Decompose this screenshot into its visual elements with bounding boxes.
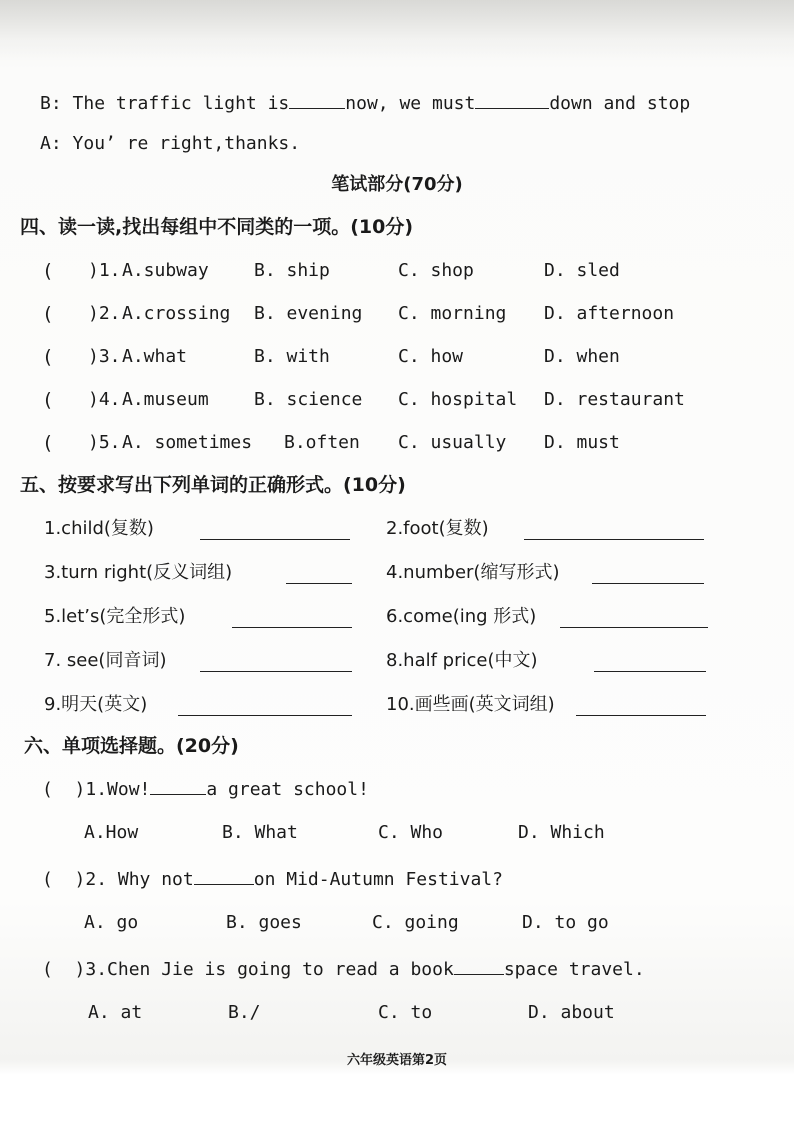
s5-row-3 — [0, 604, 794, 632]
answer-paren[interactable]: ( — [42, 346, 54, 368]
page-footer: 六年级英语第2页 — [346, 1053, 448, 1068]
s6-question-2-options — [0, 910, 794, 936]
option-d: D. about — [528, 1002, 615, 1023]
option-b: B. goes — [226, 912, 302, 933]
stem-part2: a great school! — [206, 779, 369, 800]
option-a: A.crossing — [122, 303, 231, 324]
s6-question-1-options — [0, 820, 794, 846]
written-part-title: 笔试部分(70分) — [331, 174, 463, 195]
s5-row-5 — [0, 692, 794, 720]
answer-line[interactable] — [594, 671, 706, 672]
option-d: D. to go — [522, 912, 609, 933]
question-number: )1. — [88, 260, 121, 281]
option-a: A. go — [84, 912, 139, 933]
option-c: C. usually — [398, 432, 507, 453]
s4-question-1 — [0, 258, 794, 284]
word-item: 3.turn right(反义词组) — [44, 562, 233, 583]
section5-title: 五、按要求写出下列单词的正确形式。(10分) — [20, 474, 406, 496]
option-d: D. afternoon — [544, 303, 675, 324]
question-number: )5. — [88, 432, 121, 453]
answer-line[interactable] — [200, 671, 352, 672]
question-number: )2. — [88, 303, 121, 324]
s6-question-3-stem — [42, 956, 645, 982]
option-d: D. must — [544, 432, 620, 453]
option-c: C. Who — [378, 822, 444, 843]
answer-paren[interactable]: ( — [42, 432, 54, 454]
option-a: A.subway — [122, 260, 209, 281]
question-number: )4. — [88, 389, 121, 410]
s4-question-2 — [0, 301, 794, 327]
answer-blank[interactable] — [289, 90, 345, 109]
answer-blank[interactable] — [194, 866, 254, 885]
answer-line[interactable] — [560, 627, 708, 628]
dialogue-line-a — [40, 132, 300, 156]
word-item: 6.come(ing 形式) — [386, 606, 537, 627]
option-c: C. morning — [398, 303, 507, 324]
dialogue-b-part1: The traffic light is — [72, 93, 290, 114]
option-a: A.what — [122, 346, 188, 367]
option-b: B. What — [222, 822, 298, 843]
question-number: )3. — [88, 346, 121, 367]
answer-paren[interactable]: ( — [42, 869, 75, 890]
answer-line[interactable] — [178, 715, 352, 716]
answer-paren[interactable]: ( — [42, 260, 54, 282]
stem-part2: space travel. — [503, 959, 645, 980]
section4-title: 四、读一读,找出每组中不同类的一项。(10分) — [20, 216, 414, 238]
s5-row-1 — [0, 516, 794, 544]
speaker-a: A: — [40, 133, 62, 154]
option-d: D. Which — [518, 822, 605, 843]
s5-row-4 — [0, 648, 794, 676]
answer-paren[interactable]: ( — [42, 389, 54, 411]
answer-line[interactable] — [286, 583, 352, 584]
option-d: D. sled — [544, 260, 620, 281]
dialogue-b-part3: down and stop — [549, 93, 691, 114]
section6-title: 六、单项选择题。(20分) — [24, 735, 239, 757]
answer-line[interactable] — [592, 583, 704, 584]
answer-paren[interactable]: ( — [42, 959, 75, 980]
option-c: C. how — [398, 346, 464, 367]
option-b: B. evening — [254, 303, 363, 324]
option-a: A.How — [84, 822, 139, 843]
s4-question-5 — [0, 430, 794, 456]
stem-part2: on Mid-Autumn Festival? — [253, 869, 503, 890]
option-a: A. sometimes — [122, 432, 253, 453]
answer-paren[interactable]: ( — [42, 303, 54, 325]
s6-question-3-options — [0, 1000, 794, 1026]
option-d: D. when — [544, 346, 620, 367]
dialogue-b-part2: now, we must — [345, 93, 476, 114]
scan-shadow — [0, 0, 794, 60]
answer-line[interactable] — [200, 539, 350, 540]
option-a: A. at — [88, 1002, 143, 1023]
s5-row-2 — [0, 560, 794, 588]
word-item: 9.明天(英文) — [44, 694, 148, 715]
word-item: 2.foot(复数) — [386, 518, 489, 539]
option-a: A.museum — [122, 389, 209, 410]
answer-line[interactable] — [524, 539, 704, 540]
stem-part1: )2. Why not — [74, 869, 194, 890]
option-c: C. hospital — [398, 389, 518, 410]
answer-blank[interactable] — [475, 90, 549, 109]
answer-line[interactable] — [576, 715, 706, 716]
s4-question-4 — [0, 387, 794, 413]
word-item: 10.画些画(英文词组) — [386, 694, 555, 715]
dialogue-line-b — [40, 90, 690, 116]
speaker-b: B: — [40, 93, 62, 114]
option-b: B. science — [254, 389, 363, 410]
answer-blank[interactable] — [454, 956, 504, 975]
stem-part1: )1.Wow! — [74, 779, 151, 800]
word-item: 5.let’s(完全形式) — [44, 606, 186, 627]
word-item: 4.number(缩写形式) — [386, 562, 560, 583]
word-item: 7. see(同音词) — [44, 650, 167, 671]
answer-paren[interactable]: ( — [42, 779, 75, 800]
word-item: 1.child(复数) — [44, 518, 154, 539]
option-b: B.often — [284, 432, 360, 453]
s4-question-3 — [0, 344, 794, 370]
answer-line[interactable] — [232, 627, 352, 628]
option-c: C. to — [378, 1002, 433, 1023]
s6-question-2-stem — [42, 866, 503, 892]
dialogue-a-text: You’ re right,thanks. — [72, 133, 301, 154]
stem-part1: )3.Chen Jie is going to read a book — [74, 959, 454, 980]
option-b: B. with — [254, 346, 330, 367]
option-b: B./ — [228, 1002, 261, 1023]
option-c: C. going — [372, 912, 459, 933]
answer-blank[interactable] — [150, 776, 206, 795]
option-c: C. shop — [398, 260, 474, 281]
option-b: B. ship — [254, 260, 330, 281]
word-item: 8.half price(中文) — [386, 650, 538, 671]
option-d: D. restaurant — [544, 389, 685, 410]
s6-question-1-stem — [42, 776, 369, 802]
